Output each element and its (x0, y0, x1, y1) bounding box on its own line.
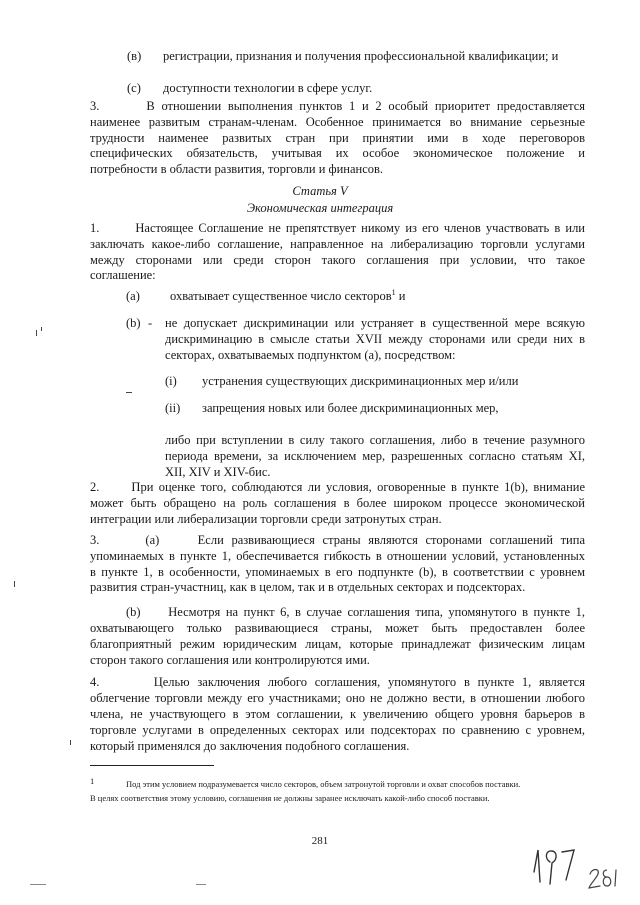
scan-speck (14, 581, 15, 587)
scan-speck (36, 330, 37, 336)
para3-line: специфических обязательств, учитывая их особое экономическое положение и (90, 146, 585, 160)
page-number: 281 (311, 835, 329, 847)
article-subtitle: Экономическая интеграция (246, 201, 394, 215)
footnote-number: 1 (90, 776, 95, 786)
p1-tail-line: периода времени, за исключением мер, разрешенных согласно статьям XI, (165, 449, 585, 463)
para3-line: наименее развитым странам-членам. Особенное принимается во внимание серьезные (90, 115, 585, 129)
p1-ii-text: запрещения новых или более дискриминационных мер, (202, 401, 499, 415)
p3b-line: сторон такого соглашения или контролируются ими. (90, 653, 370, 667)
p4-line: облегчение торговли между его участниками; оно не должно вести, в отношении любого (90, 691, 585, 705)
p2-line: 2. При оценке того, соблюдаются ли условия, оговоренные в пункте 1(b), внимание (90, 480, 585, 494)
footnote-ref: 1 (391, 287, 396, 297)
p1-b-line: секторах, охватываемых подпунктом (a), посредством: (165, 348, 456, 362)
p1-ii-label: (ii) (165, 401, 181, 415)
para3-line: 3. В отношении выполнения пунктов 1 и 2 особый приоритет предоставляется (90, 99, 585, 113)
p3b-line: (b) Несмотря на пункт 6, в случае соглашения типа, упомянутого в пункте 1, (126, 605, 585, 619)
p3a-line: 3. (a) Если развивающиеся страны являются сторонами соглашений типа (90, 533, 585, 547)
p3a-line: упоминаемых в пункте 1, обеспечивается гибкость в отношении условий, установленных (90, 549, 585, 563)
p1-line: заключать какое-либо соглашение, направленное на либерализацию торговли услугами (90, 237, 585, 251)
para3-line: трудности наименее развитых стран при принятии ими в ходе переговоров (90, 131, 585, 145)
p4-line: члена, не участвующего в этом соглашении, к увеличению общего уровня барьеров в (90, 707, 585, 721)
p3a-line: развития стран-участниц, как в целом, так и в отдельных секторах и подсекторах. (90, 580, 526, 594)
p1-b-line: дискриминацию в смысле статьи XVII между сторонами или среди них в (165, 332, 585, 346)
scan-speck (41, 327, 42, 331)
item-b-text: регистрации, признания и получения профессиональной квалификации; и (163, 49, 559, 63)
p1-a-label: (a) (126, 289, 140, 303)
p4-line: 4. Целью заключения любого соглашения, упомянутого в пункте 1, является (90, 675, 585, 689)
footnote-line: Под этим условием подразумевается число секторов, объем затронутой торговли и охват способов поставки. (126, 779, 521, 789)
p1-i-text: устранения существующих дискриминационных мер и/или (202, 374, 519, 388)
p3b-line: благоприятный режим юридическим лицам, которые принадлежат физическим лицам (90, 637, 585, 651)
p3b-line: охватывающего только развивающиеся страны, может быть предоставлен более (90, 621, 585, 635)
scan-speck (30, 884, 46, 885)
item-b-label: (в) (127, 49, 142, 63)
p4-line: торговле услугами в определенных секторах или подсекторах по сравнению с уровнем, (90, 723, 585, 737)
p2-line: интеграции или либерализации торговли среди затронутых стран. (90, 512, 442, 526)
p1-b-line: не допускает дискриминации или устраняет в существенной мере всякую (165, 316, 585, 330)
item-c-text: доступности технологии в сфере услуг. (163, 81, 373, 95)
scan-speck (126, 392, 132, 393)
footnote-line: В целях соответствия этому условию, соглашения не должны заранее исключать какой-либо способ поставки. (90, 793, 490, 803)
p1-tail-line: либо при вступлении в силу такого соглашения, либо в течение разумного (165, 433, 585, 447)
scan-speck (70, 740, 71, 745)
p4-line: который применялся до заключения подобного соглашения. (90, 739, 410, 753)
p1-tail-line: XII, XIV и XIV-бис. (165, 465, 271, 479)
handwritten-marks (528, 836, 628, 896)
p1-line: соглашение: (90, 268, 156, 282)
p1-line: между сторонами или среди сторон такого соглашения при условии, что такое (90, 253, 585, 267)
p1-b-dash: - (148, 316, 153, 330)
p3a-line: в пункте 1, в особенности, упоминаемых в его подпункте (b), в соответствии с уровнем (90, 565, 585, 579)
p1-i-label: (i) (165, 374, 177, 388)
footnote-separator (90, 765, 214, 766)
p1-b-label: (b) (126, 316, 141, 330)
item-c-label: (c) (127, 81, 141, 95)
p1-line: 1. Настоящее Соглашение не препятствует никому из его членов участвовать в или (90, 221, 585, 235)
p1-a-text: охватывает существенное число секторов$^1$ и (170, 287, 406, 303)
para3-line: потребности в области развития, торговли и финансов. (90, 162, 384, 176)
article-title: Статья V (292, 184, 348, 198)
scan-speck (196, 884, 206, 885)
p2-line: может быть обращено на роль соглашения в более широком процессе экономической (90, 496, 585, 510)
